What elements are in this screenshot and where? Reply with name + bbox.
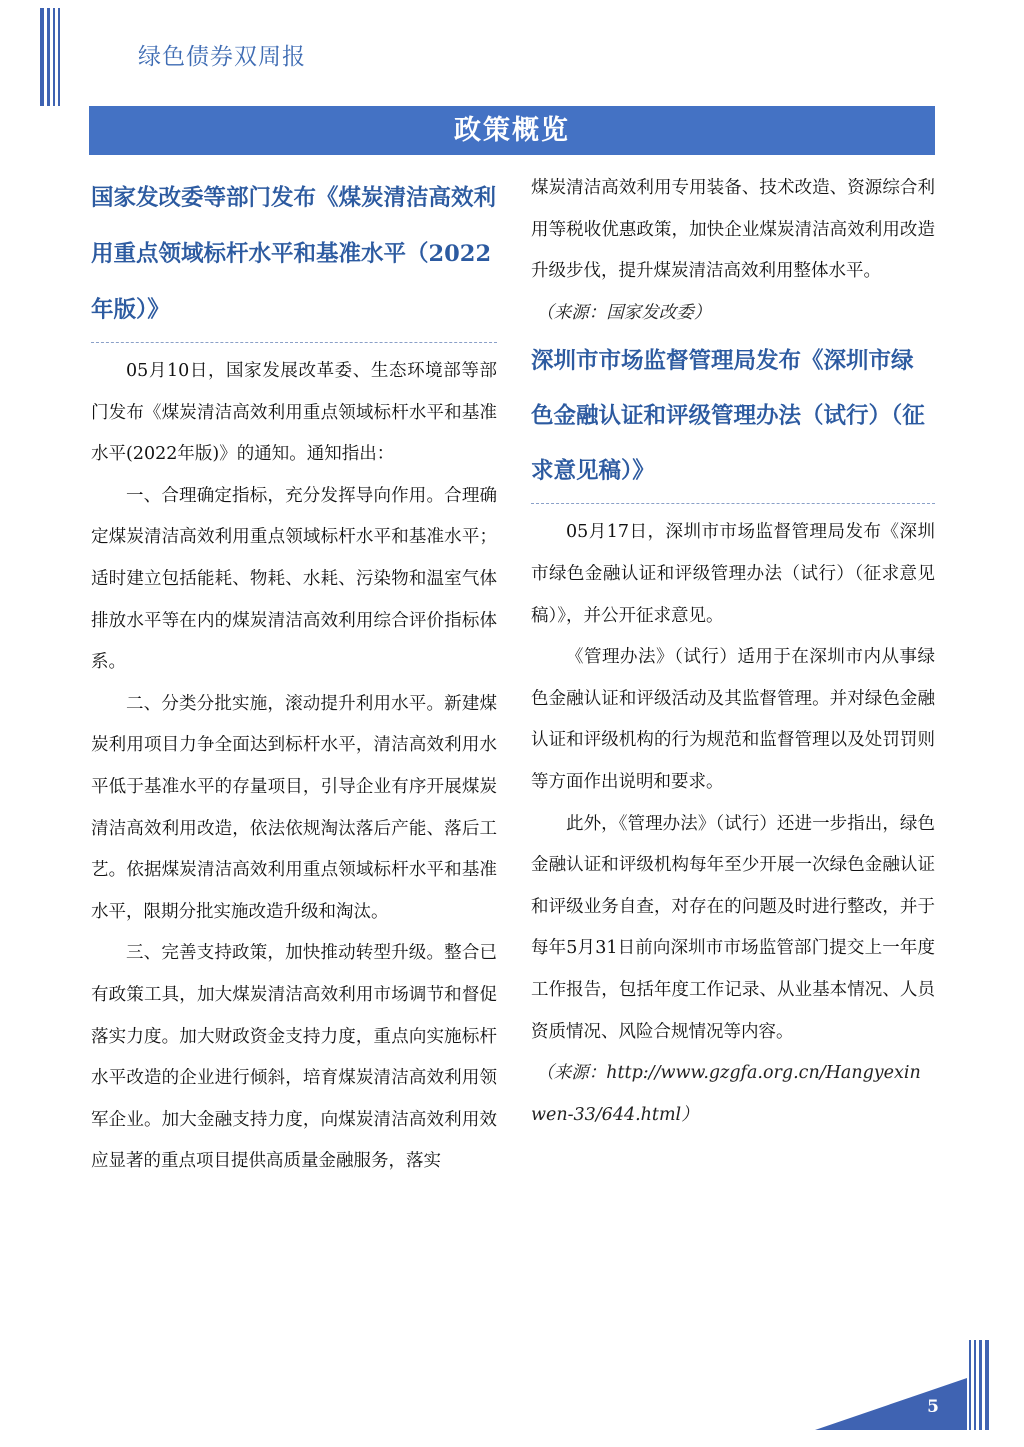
left-column [91,170,497,1183]
footer-decoration-bars [969,1340,989,1430]
article1-paragraph: 一、合理确定指标，充分发挥导向作用。合理确定煤炭清洁高效利用重点领域标杆水平和基准水平；适时建立包括能耗、物耗、水耗、污染物和温室气体排放水平等在内的煤炭清洁高效利用综合评价指标体系。 [91,485,497,673]
article1-source: （来源：国家发改委） [536,302,712,323]
article1-separator [91,342,497,343]
article1-paragraph: 二、分类分批实施，滚动提升利用水平。新建煤炭利用项目力争全面达到标杆水平，清洁高效利用水平低于基准水平的存量项目，引导企业有序开展煤炭清洁高效利用改造，依法依规淘汰落后产能、落后工艺。依据煤炭清洁高效利用重点领域标杆水平和基准水平，限期分批实施改造升级和淘汰。 [91,693,497,922]
article1-paragraph: 三、完善支持政策，加快推动转型升级。整合已有政策工具，加大煤炭清洁高效利用市场调节和督促落实力度。加大财政资金支持力度，重点向实施标杆水平改造的企业进行倾斜，培育煤炭清洁高效利用领军企业。加大金融支持力度，向煤炭清洁高效利用效应显著的重点项目提供高质量金融服务，落实 [91,943,497,1172]
article2-separator [531,503,935,504]
article2-paragraph: 此外，《管理办法》（试行）还进一步指出，绿色金融认证和评级机构每年至少开展一次绿色金融认证和评级业务自查，对存在的问题及时进行整改，并于每年5月31日前向深圳市市场监管部门提交上一年度工作报告，包括年度工作记录、从业基本情况、人员资质情况、风险合规情况等内容。 [531,813,935,1042]
article1-paragraph: 05月10日，国家发展改革委、生态环境部等部门发布《煤炭清洁高效利用重点领域标杆水平和基准水平(2022年版)》的通知。通知指出： [91,361,497,465]
article2-title: 深圳市市场监督管理局发布《深圳市绿色金融认证和评级管理办法（试行）（征求意见稿）》 [531,348,925,485]
article1-title: 国家发改委等部门发布《煤炭清洁高效利用重点领域标杆水平和基准水平（2022年版）》 [91,185,497,323]
article2-paragraph: 05月17日，深圳市市场监督管理局发布《深圳市绿色金融认证和评级管理办法（试行）（征求意见稿）》，并公开征求意见。 [531,522,935,626]
article2-paragraph: 《管理办法》（试行）适用于在深圳市内从事绿色金融认证和评级活动及其监督管理。并对绿色金融认证和评级机构的行为规范和监督管理以及处罚罚则等方面作出说明和要求。 [531,647,935,792]
header-title: 绿色债券双周报 [138,44,306,70]
page-number: 5 [927,1397,939,1417]
article1-paragraph-continued: 煤炭清洁高效利用专用装备、技术改造、资源综合利用等税收优惠政策，加快企业煤炭清洁高效利用改造升级步伐，提升煤炭清洁高效利用整体水平。 [531,178,935,282]
right-column [531,168,935,1136]
section-banner: 政策概览 [89,106,935,155]
article2-source: （来源：http://www.gzgfa.org.cn/Hangyexinwen-33/644.html） [531,1063,921,1125]
header-decoration-bars [40,8,60,106]
